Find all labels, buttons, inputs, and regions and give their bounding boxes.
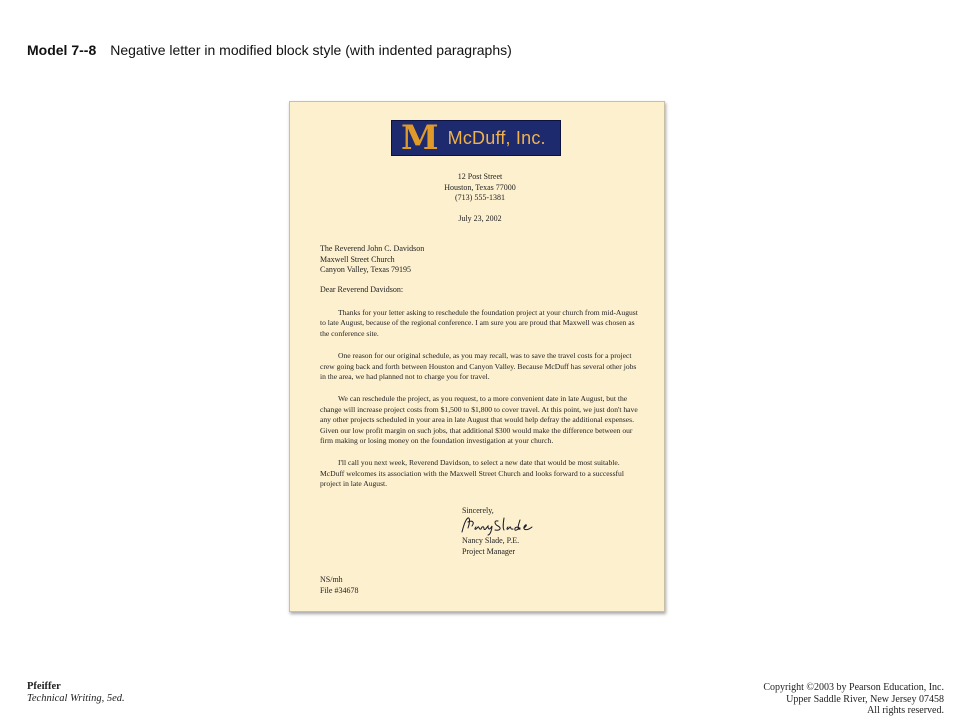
sender-address-line: 12 Post Street [457,172,503,181]
publisher-name: Pfeiffer [27,681,61,692]
inside-address-line: The Reverend John C. Davidson [320,244,425,253]
reference-initials: NS/mh [320,575,343,584]
copyright-line: All rights reserved. [867,705,944,716]
letter-image [289,101,665,612]
inside-address-line: Maxwell Street Church [320,254,395,264]
body-paragraph: We can reschedule the project, as you request, to a more convenient date in late August, but the change will increase project costs from $1,500 to $1,800 to cover travel. At this point, we just don't have any other projects scheduled in your area in late August that would help defray the additional expenses. Given our low profit margin on such jobs, that additional $300 would make the difference between our firm making or losing money on the foundation investigation at your church. [320,394,638,446]
copyright-line: Upper Saddle River, New Jersey 07458 [786,693,944,705]
logo-mark: M [401,118,439,158]
body-paragraph: I'll call you next week, Reverend Davidson, to select a new date that would be most suitable. McDuff welcomes its association with the Maxwell Street Church and looks forward to a successful project in late August. [320,458,624,489]
copyright-line: Copyright ©2003 by Pearson Education, Inc. [763,682,944,693]
sender-address-line: (713) 555-1381 [455,193,505,202]
body-paragraph: Thanks for your letter asking to reschedule the foundation project at your church from mid-August to late August, because of the regional conference. I am sure you are proud that Maxwell was chosen as the conference site. [320,308,638,338]
salutation: Dear Reverend Davidson: [320,285,404,294]
signer-title: Project Manager [462,546,516,556]
slide-title [27,42,512,58]
sender-address-line: Houston, Texas 77000 [444,182,516,192]
model-title: Negative letter in modified block style (with indented paragraphs) [110,42,512,58]
inside-address-line: Canyon Valley, Texas 79195 [320,265,412,274]
company-logo [391,120,561,156]
book-title: Technical Writing, 5ed. [27,693,125,704]
signature-block [462,536,519,557]
copyright-notice [700,682,944,717]
model-number: Model 7--8 [27,42,97,58]
complimentary-close: Sincerely, [462,506,494,515]
body-paragraph: One reason for our original schedule, as you may recall, was to save the travel costs for a project crew going back and forth between Houston and Canyon Valley. Because McDuff has several other jobs in the area, we had planned not to charge you for travel. [320,351,637,382]
handwritten-signature [458,514,538,536]
inside-address [320,244,424,276]
letter-date: July 23, 2002 [458,214,502,223]
logo-company-name: McDuff, Inc. [447,127,546,148]
reference-block [320,575,358,596]
sender-address [430,172,530,204]
footer-left [27,681,125,705]
file-number: File #34678 [320,585,359,595]
letter-body [320,308,638,502]
signer-name: Nancy Slade, P.E. [462,536,520,545]
